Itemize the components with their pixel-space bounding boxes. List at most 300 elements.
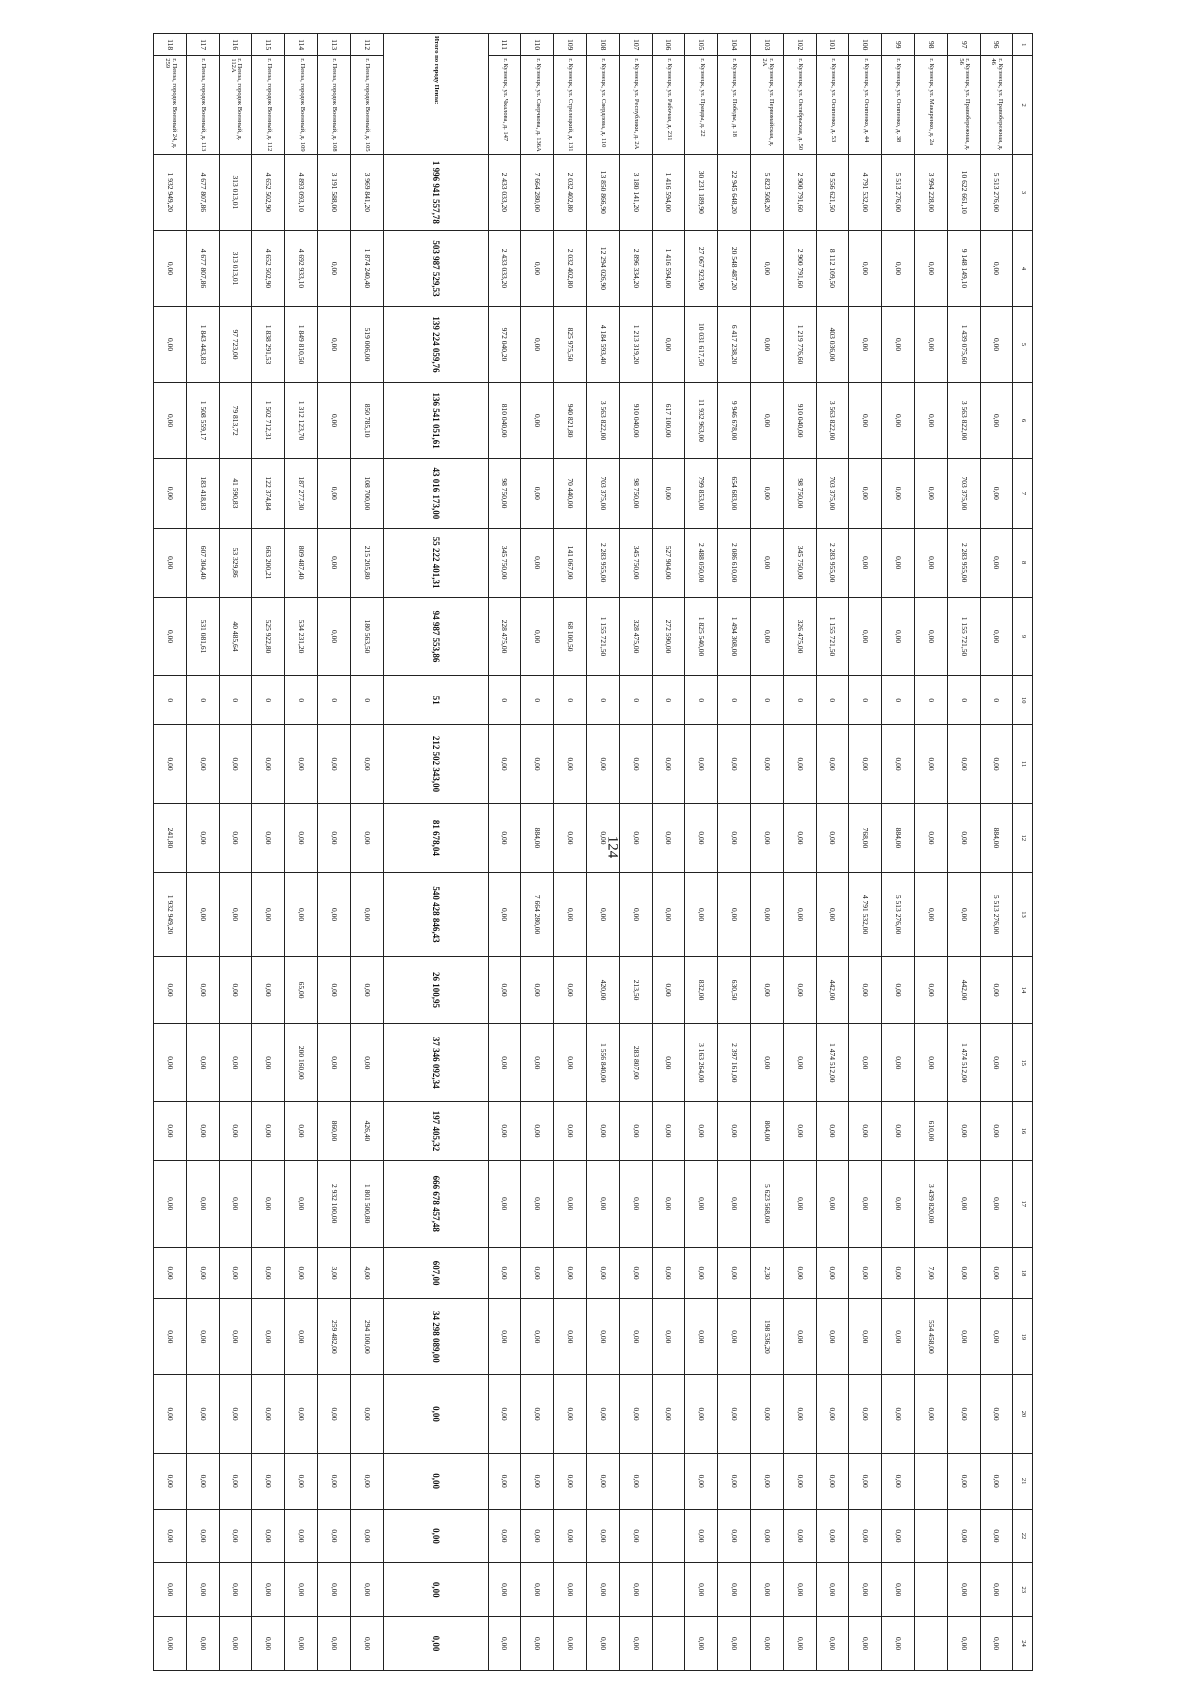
value-cell: 0 — [652, 676, 685, 725]
value-cell: 0,00 — [285, 1563, 318, 1617]
value-cell: 0,00 — [685, 1160, 718, 1247]
value-cell: 2 900 791,60 — [783, 154, 816, 230]
value-cell: 0,00 — [882, 1617, 915, 1671]
value-cell: 0,00 — [619, 725, 652, 803]
value-cell: 0,00 — [652, 1299, 685, 1375]
value-cell: 0,00 — [252, 1102, 285, 1160]
address-cell: г. Пенза, городок Военный, д. 112 — [252, 56, 285, 154]
table-row — [882, 34, 915, 1671]
value-cell: 0,00 — [285, 725, 318, 803]
value-cell: 0,00 — [521, 1509, 554, 1563]
value-cell: 5 513 276,00 — [980, 873, 1013, 957]
value-cell: 98 750,00 — [488, 459, 521, 528]
value-cell: 0,00 — [488, 1453, 521, 1509]
value-cell: 0,00 — [914, 873, 947, 957]
value-cell: 0,00 — [350, 1509, 383, 1563]
value-cell: 0,00 — [750, 725, 783, 803]
value-cell: 2 283 955,00 — [947, 528, 980, 597]
value-cell: 607 304,40 — [186, 528, 219, 597]
total-value-cell: 0,00 — [383, 1563, 488, 1617]
value-cell: 0,00 — [750, 803, 783, 872]
value-cell: 0,00 — [488, 1024, 521, 1102]
value-cell: 442,00 — [816, 956, 849, 1023]
value-cell: 0,00 — [980, 383, 1013, 459]
value-cell: 832,00 — [685, 956, 718, 1023]
value-cell: 0,00 — [350, 803, 383, 872]
value-cell: 326 475,00 — [783, 597, 816, 675]
row-number-cell: 104 — [718, 34, 751, 56]
value-cell: 0,00 — [554, 1375, 587, 1453]
table-row — [554, 34, 587, 1671]
value-cell: 0,00 — [750, 528, 783, 597]
value-cell: 3 563 822,00 — [586, 383, 619, 459]
value-cell: 0,00 — [914, 1375, 947, 1453]
value-cell: 2 433 033,20 — [488, 154, 521, 230]
value-cell: 0,00 — [750, 1509, 783, 1563]
value-cell: 0,00 — [685, 1509, 718, 1563]
value-cell: 0,00 — [488, 1102, 521, 1160]
value-cell: 0,00 — [750, 1024, 783, 1102]
total-value-cell: 51 — [383, 676, 488, 725]
total-value-cell: 0,00 — [383, 1509, 488, 1563]
total-value-cell: 26 100,95 — [383, 956, 488, 1023]
value-cell: 0,00 — [186, 1453, 219, 1509]
value-cell: 0,00 — [718, 803, 751, 872]
value-cell: 10 622 661,10 — [947, 154, 980, 230]
value-cell: 27 067 923,90 — [685, 230, 718, 306]
value-cell: 0,00 — [186, 1299, 219, 1375]
table-row — [685, 34, 718, 1671]
value-cell: 5 823 508,20 — [750, 154, 783, 230]
value-cell: 972 040,20 — [488, 306, 521, 382]
value-cell: 703 375,00 — [816, 459, 849, 528]
value-cell: 0,00 — [554, 1160, 587, 1247]
address-cell: г. Кузнецк, ул. Осипенко, д. 38 — [882, 56, 915, 154]
column-number-cell: 18 — [1013, 1247, 1033, 1298]
value-cell: 0,00 — [783, 1509, 816, 1563]
address-cell: г. Пенза, городок Военный 24, д. 259 — [154, 56, 187, 154]
value-cell: 0,00 — [586, 1453, 619, 1509]
value-cell: 0 — [980, 676, 1013, 725]
value-cell: 0,00 — [219, 1024, 252, 1102]
value-cell: 0,00 — [816, 1375, 849, 1453]
value-cell: 1 932 949,20 — [154, 873, 187, 957]
value-cell: 0,00 — [849, 1299, 882, 1375]
value-cell: 1 838 291,53 — [252, 306, 285, 382]
value-cell: 0,00 — [186, 1563, 219, 1617]
value-cell — [652, 1617, 685, 1671]
value-cell: 0,00 — [586, 1299, 619, 1375]
value-cell: 183 418,83 — [186, 459, 219, 528]
value-cell: 4 692 933,10 — [285, 230, 318, 306]
address-cell: г. Пенза, городок Военный, д. 105 — [350, 56, 383, 154]
value-cell: 0,00 — [619, 1247, 652, 1298]
total-label-cell: Итого по городу Пенза: — [383, 34, 488, 155]
total-value-cell: 503 987 529,53 — [383, 230, 488, 306]
value-cell: 0,00 — [783, 1102, 816, 1160]
value-cell: 0,00 — [219, 1563, 252, 1617]
value-cell: 0,00 — [154, 1453, 187, 1509]
value-cell: 0,00 — [882, 230, 915, 306]
address-cell: г. Кузнецк, ул. Рабочая, д. 231 — [652, 56, 685, 154]
value-cell: 0,00 — [186, 956, 219, 1023]
value-cell: 2 896 334,20 — [619, 230, 652, 306]
value-cell: 0,00 — [783, 803, 816, 872]
value-cell: 0,00 — [521, 725, 554, 803]
value-cell: 122 374,84 — [252, 459, 285, 528]
column-number-cell: 20 — [1013, 1375, 1033, 1453]
value-cell: 0,00 — [285, 1453, 318, 1509]
value-cell: 703 375,00 — [947, 459, 980, 528]
value-cell: 0,00 — [252, 1160, 285, 1247]
value-cell: 0,00 — [685, 1453, 718, 1509]
value-cell: 0,00 — [154, 1247, 187, 1298]
value-cell: 0,00 — [718, 1102, 751, 1160]
value-cell: 0,00 — [285, 873, 318, 957]
value-cell: 0,00 — [154, 956, 187, 1023]
value-cell: 0,00 — [783, 873, 816, 957]
table-row — [947, 34, 980, 1671]
value-cell: 0,00 — [882, 1509, 915, 1563]
value-cell: 3 163 264,00 — [685, 1024, 718, 1102]
value-cell: 0,00 — [318, 803, 351, 872]
value-cell: 3 994 228,00 — [914, 154, 947, 230]
value-cell: 0,00 — [285, 1509, 318, 1563]
value-cell: 0,00 — [685, 1563, 718, 1617]
value-cell: 0,00 — [816, 1160, 849, 1247]
table-row — [750, 34, 783, 1671]
value-cell: 198 536,20 — [750, 1299, 783, 1375]
value-cell: 0,00 — [652, 1375, 685, 1453]
value-cell: 0,00 — [554, 1299, 587, 1375]
value-cell: 0,00 — [882, 1024, 915, 1102]
address-cell: г. Кузнецк, ул. Сверчкова, д. 136А — [521, 56, 554, 154]
column-number-cell: 23 — [1013, 1563, 1033, 1617]
value-cell: 98 750,00 — [783, 459, 816, 528]
address-cell: г. Пенза, городок Военный, д. 109 — [285, 56, 318, 154]
value-cell: 2 032 402,80 — [554, 230, 587, 306]
value-cell: 272 590,00 — [652, 597, 685, 675]
column-number-cell: 7 — [1013, 459, 1033, 528]
value-cell: 4 893 093,10 — [285, 154, 318, 230]
value-cell: 3 563 822,00 — [947, 383, 980, 459]
value-cell: 0,00 — [914, 725, 947, 803]
value-cell: 1 502 712,31 — [252, 383, 285, 459]
column-number-cell: 3 — [1013, 154, 1033, 230]
value-cell: 0,00 — [750, 1453, 783, 1509]
value-cell: 1 932 949,20 — [154, 154, 187, 230]
value-cell: 809 487,40 — [285, 528, 318, 597]
value-cell: 0,00 — [154, 1024, 187, 1102]
value-cell: 0,00 — [521, 1563, 554, 1617]
row-number-cell: 118 — [154, 34, 187, 56]
value-cell: 0 — [882, 676, 915, 725]
value-cell: 283 807,00 — [619, 1024, 652, 1102]
value-cell: 0,00 — [718, 1247, 751, 1298]
column-number-cell: 8 — [1013, 528, 1033, 597]
row-number-cell: 112 — [350, 34, 383, 56]
column-number-cell: 12 — [1013, 803, 1033, 872]
column-number-cell: 5 — [1013, 306, 1033, 382]
total-value-cell: 0,00 — [383, 1453, 488, 1509]
total-row — [383, 34, 488, 1671]
value-cell: 0,00 — [521, 383, 554, 459]
value-cell: 0,00 — [285, 1102, 318, 1160]
table-row — [350, 34, 383, 1671]
value-cell: 0,00 — [219, 803, 252, 872]
value-cell: 0,00 — [914, 956, 947, 1023]
value-cell: 0,00 — [882, 1375, 915, 1453]
value-cell: 0,00 — [488, 873, 521, 957]
table-row — [586, 34, 619, 1671]
value-cell: 527 904,00 — [652, 528, 685, 597]
value-cell: 0,00 — [586, 1563, 619, 1617]
value-cell: 0,00 — [586, 1617, 619, 1671]
row-number-cell: 100 — [849, 34, 882, 56]
value-cell: 0 — [783, 676, 816, 725]
address-cell: г. Кузнецк, ул. Правды, д. 22 — [685, 56, 718, 154]
value-cell: 0,00 — [914, 1024, 947, 1102]
value-cell: 910 040,00 — [619, 383, 652, 459]
value-cell: 0,00 — [947, 1453, 980, 1509]
address-cell: г. Кузнецк, ул. Осипенко, д. 44 — [849, 56, 882, 154]
value-cell: 0,00 — [488, 725, 521, 803]
row-number-cell: 108 — [586, 34, 619, 56]
value-cell: 2 086 610,00 — [718, 528, 751, 597]
column-number-cell: 17 — [1013, 1160, 1033, 1247]
value-cell: 0,00 — [586, 1375, 619, 1453]
value-cell: 0 — [318, 676, 351, 725]
table-row — [816, 34, 849, 1671]
value-cell: 860,00 — [318, 1102, 351, 1160]
value-cell: 0,00 — [252, 956, 285, 1023]
value-cell: 0,00 — [783, 1247, 816, 1298]
value-cell: 0,00 — [619, 1509, 652, 1563]
value-cell: 1 439 075,60 — [947, 306, 980, 382]
value-cell: 1 474 512,00 — [947, 1024, 980, 1102]
value-cell: 187 277,30 — [285, 459, 318, 528]
value-cell: 3,00 — [318, 1247, 351, 1298]
value-cell: 0,00 — [619, 1617, 652, 1671]
value-cell: 0,00 — [882, 383, 915, 459]
address-cell: г. Кузнецк, ул. Победы, д. 18 — [718, 56, 751, 154]
value-cell: 610,00 — [914, 1102, 947, 1160]
value-cell: 0,00 — [816, 873, 849, 957]
value-cell: 0,00 — [554, 1247, 587, 1298]
value-cell: 0,00 — [947, 1509, 980, 1563]
value-cell: 0,00 — [521, 1160, 554, 1247]
value-cell: 0 — [586, 676, 619, 725]
value-cell: 0,00 — [350, 1375, 383, 1453]
value-cell: 519 006,00 — [350, 306, 383, 382]
value-cell: 0,00 — [252, 725, 285, 803]
value-cell: 0,00 — [718, 1563, 751, 1617]
address-cell: г. Кузнецк, ул. Осипенко, д. 53 — [816, 56, 849, 154]
value-cell: 0,00 — [521, 956, 554, 1023]
value-cell: 0,00 — [652, 873, 685, 957]
value-cell: 1 801 500,80 — [350, 1160, 383, 1247]
value-cell: 0,00 — [252, 873, 285, 957]
value-cell: 0,00 — [980, 459, 1013, 528]
value-cell: 0,00 — [914, 803, 947, 872]
value-cell: 65,00 — [285, 956, 318, 1023]
value-cell: 0,00 — [816, 1617, 849, 1671]
value-cell: 7 664 280,00 — [521, 873, 554, 957]
value-cell: 0,00 — [521, 1375, 554, 1453]
value-cell: 0,00 — [350, 1617, 383, 1671]
value-cell: 0 — [750, 676, 783, 725]
value-cell: 0,00 — [783, 1024, 816, 1102]
value-cell: 4 677 807,86 — [186, 230, 219, 306]
value-cell: 0,00 — [816, 1247, 849, 1298]
value-cell: 0,00 — [219, 1102, 252, 1160]
value-cell: 0,00 — [685, 873, 718, 957]
value-cell: 3 191 588,00 — [318, 154, 351, 230]
value-cell: 0,00 — [154, 1160, 187, 1247]
value-cell: 4 791 532,00 — [849, 154, 882, 230]
row-number-cell: 116 — [219, 34, 252, 56]
value-cell: 0,00 — [554, 1024, 587, 1102]
address-cell: г. Кузнецк, ул. Октябрьская, д. 50 — [783, 56, 816, 154]
value-cell: 2 283 955,00 — [586, 528, 619, 597]
value-cell: 0,00 — [882, 725, 915, 803]
value-cell: 0,00 — [980, 230, 1013, 306]
value-cell: 0 — [154, 676, 187, 725]
value-cell: 0,00 — [849, 383, 882, 459]
value-cell: 20 548 487,20 — [718, 230, 751, 306]
value-cell: 0,00 — [219, 1617, 252, 1671]
value-cell: 0,00 — [350, 1024, 383, 1102]
table-row — [154, 34, 187, 1671]
column-number-cell: 9 — [1013, 597, 1033, 675]
value-cell: 0,00 — [219, 1299, 252, 1375]
value-cell: 0,00 — [285, 1617, 318, 1671]
value-cell: 0,00 — [980, 1247, 1013, 1298]
value-cell: 0,00 — [882, 459, 915, 528]
value-cell: 0,00 — [816, 1453, 849, 1509]
value-cell: 313 013,01 — [219, 154, 252, 230]
value-cell: 0,00 — [849, 1617, 882, 1671]
value-cell: 0,00 — [882, 1160, 915, 1247]
value-cell: 0,00 — [521, 459, 554, 528]
value-cell: 0,00 — [186, 1102, 219, 1160]
value-cell: 0,00 — [521, 1024, 554, 1102]
total-value-cell: 37 346 092,34 — [383, 1024, 488, 1102]
value-cell: 0,00 — [685, 1299, 718, 1375]
value-cell: 0,00 — [750, 597, 783, 675]
value-cell: 0,00 — [980, 1375, 1013, 1453]
value-cell: 0,00 — [685, 1375, 718, 1453]
value-cell: 0,00 — [554, 1453, 587, 1509]
column-number-cell: 4 — [1013, 230, 1033, 306]
value-cell: 0,00 — [488, 1160, 521, 1247]
value-cell: 0,00 — [488, 1563, 521, 1617]
value-cell: 0,00 — [318, 1024, 351, 1102]
value-cell: 0,00 — [318, 956, 351, 1023]
value-cell: 0,00 — [154, 597, 187, 675]
value-cell: 1 219 776,60 — [783, 306, 816, 382]
value-cell: 8 112 109,50 — [816, 230, 849, 306]
value-cell: 9 556 621,50 — [816, 154, 849, 230]
value-cell: 0,00 — [318, 1509, 351, 1563]
value-cell: 0,00 — [521, 306, 554, 382]
value-cell: 0,00 — [750, 383, 783, 459]
total-value-cell: 81 678,04 — [383, 803, 488, 872]
value-cell: 534 231,20 — [285, 597, 318, 675]
value-cell: 2 032 402,80 — [554, 154, 587, 230]
value-cell: 0,00 — [914, 597, 947, 675]
value-cell: 426,40 — [350, 1102, 383, 1160]
value-cell: 0,00 — [554, 803, 587, 872]
value-cell: 2 932 100,00 — [318, 1160, 351, 1247]
value-cell: 328 475,00 — [619, 597, 652, 675]
value-cell: 0,00 — [750, 873, 783, 957]
value-cell: 0,00 — [652, 1024, 685, 1102]
value-cell: 0,00 — [186, 1375, 219, 1453]
value-cell: 11 932 963,00 — [685, 383, 718, 459]
column-number-cell: 2 — [1013, 56, 1033, 154]
value-cell: 0,00 — [947, 1102, 980, 1160]
value-cell: 0,00 — [849, 306, 882, 382]
value-cell: 0,00 — [980, 1102, 1013, 1160]
value-cell: 40 485,64 — [219, 597, 252, 675]
value-cell: 345 750,00 — [783, 528, 816, 597]
address-cell: г. Кузнецк, ул. Правобережная, д. 56 — [947, 56, 980, 154]
value-cell: 0,00 — [849, 1024, 882, 1102]
table-body — [154, 34, 1033, 1671]
address-cell: г. Кузнецк, ул. Свердлова, д. 110 — [586, 56, 619, 154]
value-cell: 0,00 — [685, 1617, 718, 1671]
value-cell: 0,00 — [652, 956, 685, 1023]
value-cell: 0,00 — [718, 1509, 751, 1563]
value-cell: 0 — [488, 676, 521, 725]
value-cell: 1 155 721,50 — [947, 597, 980, 675]
table-row — [318, 34, 351, 1671]
value-cell: 0,00 — [318, 1453, 351, 1509]
value-cell: 0,00 — [947, 1375, 980, 1453]
value-cell: 97 723,00 — [219, 306, 252, 382]
value-cell: 30 231 189,90 — [685, 154, 718, 230]
value-cell: 345 750,00 — [619, 528, 652, 597]
value-cell: 0,00 — [816, 1509, 849, 1563]
value-cell: 0,00 — [186, 1247, 219, 1298]
value-cell: 4,00 — [350, 1247, 383, 1298]
value-cell: 2 488 050,00 — [685, 528, 718, 597]
row-number-cell: 110 — [521, 34, 554, 56]
value-cell: 0,00 — [186, 1509, 219, 1563]
value-cell: 0,00 — [980, 528, 1013, 597]
value-cell: 0,00 — [219, 873, 252, 957]
value-cell: 0,00 — [882, 528, 915, 597]
value-cell: 0,00 — [586, 803, 619, 872]
value-cell: 0,00 — [685, 803, 718, 872]
value-cell: 0,00 — [252, 1453, 285, 1509]
value-cell: 0,00 — [849, 1102, 882, 1160]
value-cell: 2 900 791,60 — [783, 230, 816, 306]
value-cell: 0,00 — [285, 1299, 318, 1375]
value-cell: 0,00 — [252, 1509, 285, 1563]
value-cell: 0,00 — [619, 1160, 652, 1247]
value-cell: 0,00 — [882, 597, 915, 675]
value-cell: 0,00 — [980, 306, 1013, 382]
value-cell: 850 785,10 — [350, 383, 383, 459]
value-cell: 1 494 308,00 — [718, 597, 751, 675]
table-row — [980, 34, 1013, 1671]
address-cell: г. Пенза, городок Военный, д. 113 — [186, 56, 219, 154]
value-cell: 4 652 502,90 — [252, 230, 285, 306]
table-row — [783, 34, 816, 1671]
value-cell: 22 945 648,20 — [718, 154, 751, 230]
